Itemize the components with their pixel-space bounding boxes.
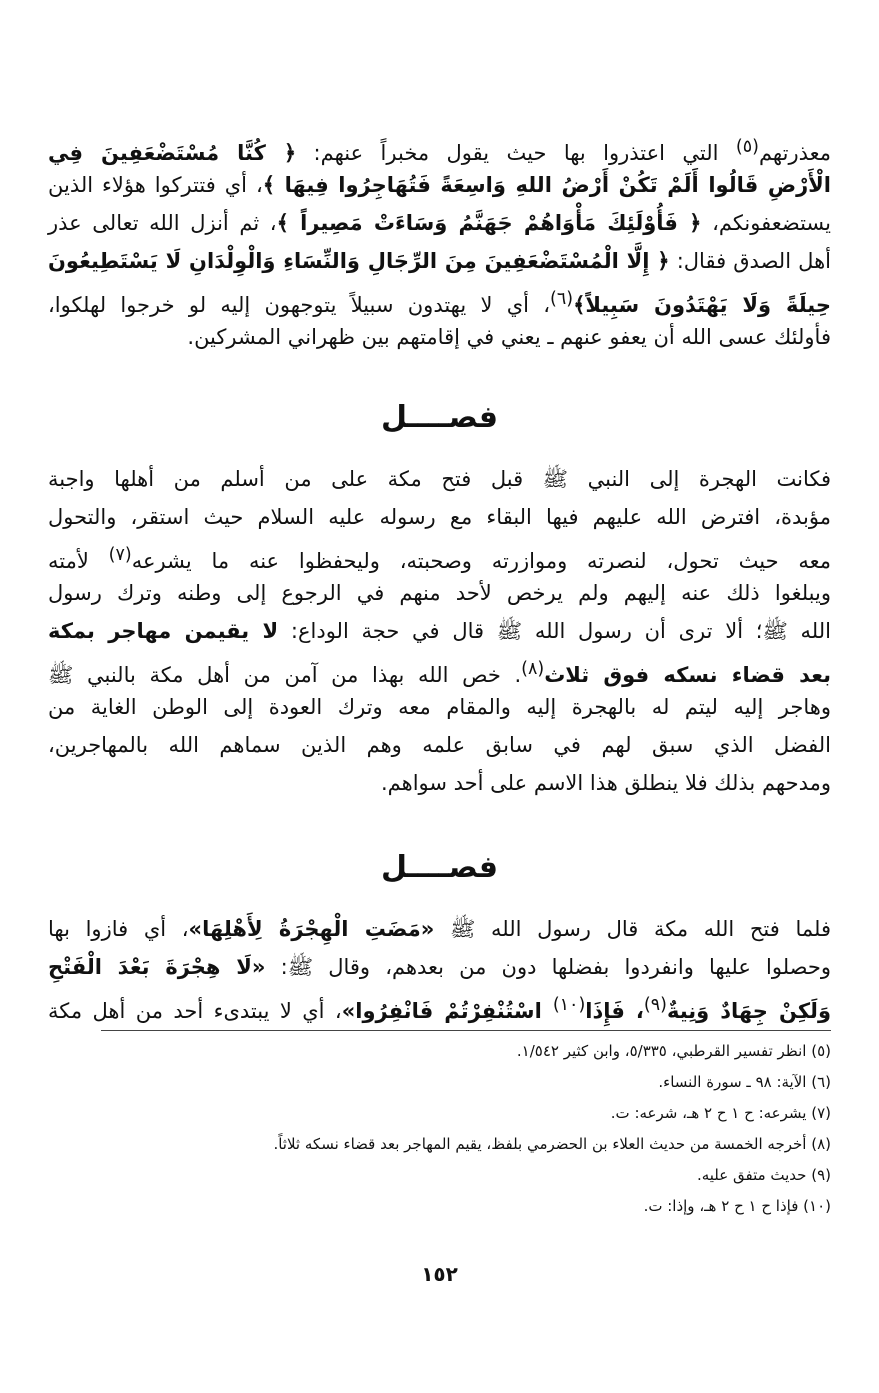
paragraph-1 [48, 128, 831, 356]
footnote-item: (٨) أخرجه الخمسة من حديث العلاء بن الحضرمي بلفظ، يقيم المهاجر بعد قضاء نسكه ثلاثاً. [273, 1135, 831, 1153]
text-run: الفضل الذي سبق لهم في سابق علمه وهم الذين سماهم الله بالمهاجرين، [48, 733, 831, 757]
text-run: ، أي فتتركوا هؤلاء الذين [48, 173, 263, 197]
quran-quote: ﴿ فَأُوْلَئِكَ مَأْوَاهُمْ جَهَنَّمُ وَسَاءَتْ مَصِيراً ﴾ [276, 211, 702, 235]
text-run: ، أي فازوا بها [48, 917, 189, 941]
text-line [48, 318, 831, 356]
text-line [48, 688, 831, 726]
text-run: وحصلوا عليها وانفردوا بفضلها دون من بعدهم، وقال ﷺ: [265, 955, 831, 979]
hadith-quote: «مَضَتِ الْهِجْرَةُ لِأَهْلِهَا» [188, 917, 435, 941]
hadith-quote: وَلَكِنْ جِهَادٌ وَنِيةٌ [666, 999, 831, 1023]
text-line [48, 498, 831, 536]
quran-quote: حِيلَةً وَلَا يَهْتَدُونَ سَبِيلاً﴾ [573, 293, 831, 317]
text-run: فلما فتح الله مكة قال رسول الله ﷺ [434, 917, 831, 941]
text-run: وهاجر إليه ليتم له بالهجرة إليه والمقام معه وترك العودة إلى الوطن الغاية من [48, 695, 831, 719]
footnote-item: (٩) حديث متفق عليه. [696, 1166, 831, 1184]
footnote-divider [101, 1030, 831, 1031]
quran-quote: الْأَرْضِ قَالُوا أَلَمْ تَكُنْ أَرْضُ اللهِ وَاسِعَةً فَتُهَاجِرُوا فِيهَا ﴾ [262, 173, 831, 197]
text-run: الله ﷺ؛ ألا ترى أن رسول الله ﷺ قال في حجة الوداع: [278, 619, 831, 643]
text-line [48, 910, 831, 948]
text-line [48, 280, 831, 318]
quran-quote: ﴿ كُنَّا مُسْتَضْعَفِينَ فِي [48, 141, 297, 165]
footnote-ref[interactable]: (٨) [521, 659, 545, 679]
text-line [48, 612, 831, 650]
footnote-item: (١٠) فإذا ح ١ ح ٢ هـ، وإذا: ت. [643, 1197, 831, 1215]
text-line [48, 986, 831, 1024]
text-line [48, 536, 831, 574]
text-line [48, 764, 831, 802]
text-run: أهل الصدق فقال: [669, 249, 831, 273]
text-line [48, 948, 831, 986]
hadith-quote: اسْتُنْفِرْتُمْ فَانْفِرُوا» [341, 999, 553, 1023]
footnote-item: (٧) يشرعه: ح ١ ح ٢ هـ، شرعه: ت. [610, 1104, 831, 1122]
text-run: لأمته [48, 549, 109, 573]
footnote-ref[interactable]: (٦) [550, 289, 574, 309]
text-line [48, 128, 831, 166]
text-run: ويبلغوا ذلك عنه إليهم ولم يرخص لأحد منهم في الرجوع إلى وطنه وترك رسول [48, 581, 831, 605]
text-line [48, 460, 831, 498]
text-run: مؤبدة، افترض الله عليهم فيها البقاء مع رسوله عليه السلام حيث استقر، والتحول [48, 505, 831, 529]
text-run: فأولئك عسى الله أن يعفو عنهم ـ يعني في إقامتهم بين ظهراني المشركين. [187, 325, 831, 349]
footnote-item: (٥) انظر تفسير القرطبي، ٥/٣٣٥، وابن كثير ١/٥٤٢. [516, 1042, 831, 1060]
text-line [48, 726, 831, 764]
text-line [48, 574, 831, 612]
paragraph-2 [48, 460, 831, 802]
hadith-quote: لا يقيمن مهاجر بمكة [48, 619, 279, 643]
text-line [48, 166, 831, 204]
footnote-ref[interactable]: (١٠) [552, 995, 586, 1015]
footnote-ref[interactable]: (٥) [735, 137, 759, 157]
hadith-quote: بعد قضاء نسكه فوق ثلاث [544, 663, 831, 687]
text-run: معه حيث تحول، لنصرته وموازرته وصحبته، وليحفظوا عنه ما يشرعه [131, 549, 832, 573]
hadith-quote: ، فَإِذَا [585, 999, 644, 1023]
section-heading: فصــــل [381, 400, 498, 435]
text-run: التي اعتذروا بها حيث يقول مخبراً عنهم: [296, 141, 736, 165]
text-run: يستضعفونكم، [701, 211, 831, 235]
section-heading: فصــــل [381, 850, 498, 885]
footnote-ref[interactable]: (٩) [643, 995, 667, 1015]
quran-quote: ﴿ إِلَّا الْمُسْتَضْعَفِينَ مِنَ الرِّجَالِ وَالنِّسَاءِ وَالْوِلْدَانِ لَا يَسْتَطِيعُونَ [48, 249, 670, 273]
footnote-ref[interactable]: (٧) [108, 545, 132, 565]
text-line [48, 242, 831, 280]
page-number: ١٥٢ [421, 1262, 458, 1286]
text-line [48, 204, 831, 242]
text-run: ، ثم أنزل الله تعالى عذر [48, 211, 277, 235]
text-run: ومدحهم بذلك فلا ينطلق هذا الاسم على أحد سواهم. [380, 771, 831, 795]
footnote-item: (٦) الآية: ٩٨ ـ سورة النساء. [658, 1073, 831, 1091]
text-run: ، أي لا يهتدون سبيلاً يتوجهون إليه لو خرجوا لهلكوا، [48, 293, 551, 317]
hadith-quote: «لَا هِجْرَةَ بَعْدَ الْفَتْحِ [48, 955, 266, 979]
text-run: معذرتهم [758, 141, 831, 165]
text-line [48, 650, 831, 688]
paragraph-3 [48, 910, 831, 1024]
text-run: . خص الله بهذا من آمن من أهل مكة بالنبي ﷺ [48, 663, 522, 687]
text-run: ، أي لا يبتدىء أحد من أهل مكة [48, 999, 342, 1023]
footnotes [48, 1036, 831, 1222]
text-run: فكانت الهجرة إلى النبي ﷺ قبل فتح مكة على من أسلم من أهلها واجبة [48, 467, 831, 491]
